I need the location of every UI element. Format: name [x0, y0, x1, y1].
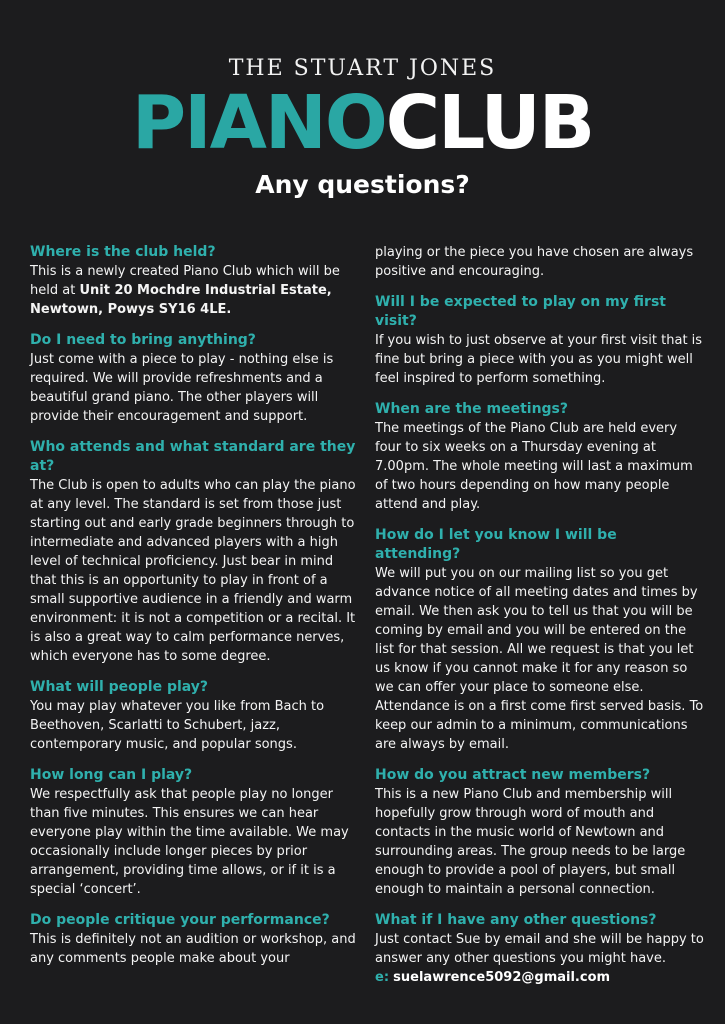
question-heading: Who attends and what standard are they at?	[30, 439, 356, 474]
question-heading: Do people critique your performance?	[30, 912, 330, 928]
logo-club: CLUB	[385, 80, 594, 166]
answer-text-part: Just contact Sue by email and she will be happy to answer any other questions you might have.	[375, 932, 704, 966]
right-column	[375, 243, 705, 999]
email-label: e:	[375, 970, 390, 985]
answer-text-part: This is a newly created Piano Club which will be held at	[30, 264, 340, 298]
question-heading: What will people play?	[30, 679, 209, 695]
answer-text	[375, 930, 705, 987]
question-heading: Where is the club held?	[30, 244, 216, 260]
answer-text: This is definitely not an audition or workshop, and any comments people make about your	[30, 932, 356, 966]
answer-text: We respectfully ask that people play no longer than five minutes. This ensures we can hear everyone play within the time available. We may occasionally include longer pieces by prior arrangement, providing time allows, or if it is a special ‘concert’.	[30, 787, 349, 897]
answer-text	[30, 262, 360, 319]
answer-text: This is a new Piano Club and membership will hopefully grow through word of mouth and contacts in the music world of Newtown and surrounding areas. The group needs to be large enough to provide a pool of players, but small enough to maintain a personal connection.	[375, 787, 686, 897]
question-heading: How do I let you know I will be attending?	[375, 527, 617, 562]
answer-text: If you wish to just observe at your first visit that is fine but bring a piece with you as you might well feel inspired to perform something.	[375, 333, 703, 386]
logo	[0, 80, 725, 166]
answer-text: The meetings of the Piano Club are held every four to six weeks on a Thursday evening at 7.00pm. The whole meeting will last a maximum of two hours depending on how many people attend and play.	[375, 421, 693, 512]
left-column	[30, 243, 360, 980]
club-address: Unit 20 Mochdre Industrial Estate, Newtown, Powys SY16 4LE.	[30, 283, 332, 317]
answer-text: Just come with a piece to play - nothing else is required. We will provide refreshments and a beautiful grand piano. The other players will provide their encouragement and support.	[30, 352, 334, 424]
answer-text: We will put you on our mailing list so you get advance notice of all meeting dates and times by email. We then ask you to tell us that you will be coming by email and you will be entered on the list for that session. All we request is that you let us know if you cannot make it for any reason so we can offer your place to someone else. Attendance is on a first come first served basis. To keep our admin to a minimum, communications are always by email.	[375, 566, 704, 752]
answer-text: You may play whatever you like from Bach to Beethoven, Scarlatti to Schubert, jazz, contemporary music, and popular songs.	[30, 699, 325, 752]
logo-piano: PIANO	[131, 80, 386, 166]
question-heading: When are the meetings?	[375, 401, 569, 417]
question-heading: How long can I play?	[30, 767, 193, 783]
question-heading: Do I need to bring anything?	[30, 332, 256, 348]
question-heading: Will I be expected to play on my first visit?	[375, 294, 666, 329]
brand-subtitle: THE STUART JONES	[228, 56, 497, 81]
page-title: Any questions?	[255, 170, 470, 199]
answer-text-continued: playing or the piece you have chosen are always positive and encouraging.	[375, 245, 694, 279]
answer-text: The Club is open to adults who can play the piano at any level. The standard is set from those just starting out and early grade beginners through to intermediate and advanced players with a high level of technical proficiency. Just bear in mind that this is an opportunity to play in front of a small supportive audience in a friendly and warm environment: it is not a competition or a recital. It is also a great way to calm performance nerves, which everyone has to some degree.	[30, 478, 356, 664]
question-heading: How do you attract new members?	[375, 767, 651, 783]
email-link[interactable]: suelawrence5092@gmail.com	[393, 970, 611, 985]
question-heading: What if I have any other questions?	[375, 912, 657, 928]
